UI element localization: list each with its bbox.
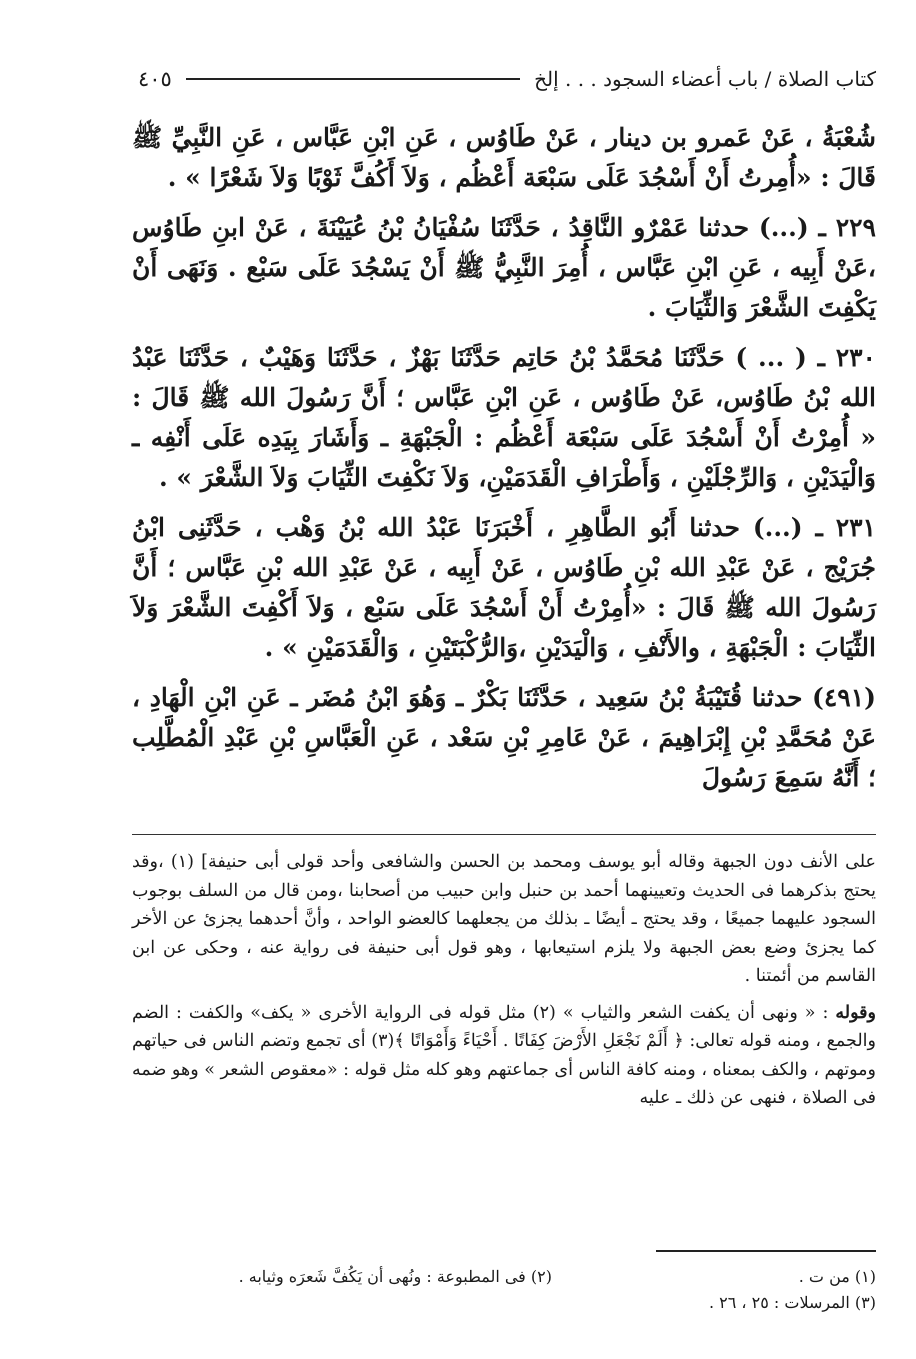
page-number: ٤٠٥ xyxy=(138,67,172,91)
commentary-paragraph: على الأنف دون الجبهة وقاله أبو يوسف ومحمد بن الحسن والشافعى وأحد قولى أبى حنيفة] (١) ،وقد يحتج بذكرهما فى الحديث وتعيينهما أحمد بن حنبل وابن حبيب من أصحابنا ،ومن قال من السلف بوجوب السجود عليهما جميعًا ، وقد يحتج ـ أيضًا ـ بذلك من يجعلهما كالعضو الواحد ، وأنَّ أحدهما يجزئ عن الأخر كما يجزئ وضع بعض الجبهة ولا يلزم استيعابها ، وهو قول أبى حنيفة فى رواية عنه ، وحكى عن ابن القاسم من أئمتنا . xyxy=(132,852,876,986)
footnote-1: (١) من ت . xyxy=(798,1267,876,1286)
footnote-2: (٢) فى المطبوعة : ونُهى أن يَكُفَّ شَعرَه وثيابه . xyxy=(238,1267,552,1286)
footnote-3: (٣) المرسلات : ٢٥ ، ٢٦ . xyxy=(708,1293,876,1312)
hadith-paragraph: ٢٣١ ـ (...) حدثنا أَبُو الطَّاهِرِ ، أَخْبَرَنَا عَبْدُ الله بْنُ وَهْب ، حَدَّثَنِى ابْنُ جُرَيْج ، عَنْ عَبْدِ الله بْنِ طَاوُس ، عَنْ أَبِيه ، عَنْ عَبْدِ الله بْنِ عَبَّاس ؛ أَنَّ رَسُولَ الله ﷺ قَالَ : «أُمِرْتُ أَنْ أَسْجُدَ عَلَى سَبْع ، وَلاَ أَكْفِتَ الشَّعْرَ وَلاَ الثِّيَابَ : الْجَبْهَةِ ، والأَنْفِ ، وَالْيَدَيْنِ ،وَالرُّكْبَتَيْنِ ، وَالْقَدَمَيْنِ » . xyxy=(132,513,876,662)
commentary-paragraph xyxy=(132,999,876,1113)
hadith-paragraph: ٢٢٩ ـ (...) حدثنا عَمْرٌو النَّاقِدُ ، حَدَّثَنَا سُفْيَانُ بْنُ عُيَيْنَةَ ، عَنْ ابنِ طَاوُس ،عَنْ أَبِيه ، عَنِ ابْنِ عَبَّاس ، أُمِرَ النَّبِيُّ ﷺ أَنْ يَسْجُدَ عَلَى سَبْع . وَنَهَى أَنْ يَكْفِتَ الشَّعْرَ وَالثِّيَابَ . xyxy=(132,213,876,322)
header-rule xyxy=(186,78,520,80)
hadith-paragraph: (٤٩١) حدثنا قُتَيْبَةُ بْنُ سَعِيد ، حَدَّثَنَا بَكْرٌ ـ وَهُوَ ابْنُ مُضَر ـ عَنِ ابْنِ الْهَادِ ، عَنْ مُحَمَّدِ بْنِ إِبْرَاهِيمَ ، عَنْ عَامِرِ بْنِ سَعْد ، عَنِ الْعَبَّاسِ بْنِ عَبْدِ الْمُطَّلِب ؛ أَنَّهُ سَمِعَ رَسُولَ xyxy=(132,683,876,792)
hadith-paragraph: ٢٣٠ ـ ( ... ) حَدَّثَنَا مُحَمَّدُ بْنُ حَاتِم حَدَّثَنَا بَهْزٌ ، حَدَّثَنَا وَهَيْبٌ ، حَدَّثَنَا عَبْدُ الله بْنُ طَاوُس، عَنْ طَاوُس ، عَنِ ابْنِ عَبَّاس ؛ أَنَّ رَسُولَ الله ﷺ قَالَ : « أُمِرْتُ أَنْ أَسْجُدَ عَلَى سَبْعَة أَعْظُم : الْجَبْهَةِ ـ وَأَشَارَ بِيَدِه عَلَى أَنْفِه ـ وَالْيَدَيْنِ ، وَالرِّجْلَيْنِ ، وَأَطْرَافِ الْقَدَمَيْنِ، وَلاَ نَكْفِتَ الثِّيَابَ وَلاَ الشَّعْرَ » . xyxy=(132,343,876,492)
commentary-text: : « ونهى أن يكفت الشعر والثياب » (٢) مثل قوله فى الرواية الأخرى « يكف» والكفت : الضم والجمع ، ومنه قوله تعالى: ﴿ أَلَمْ نَجْعَلِ الأَرْضَ كِفَاتًا . أَحْيَاءً وَأَمْوَاتًا ﴾(٣) أى تجمع وتضم الناس فى حياتهم وموتهم ، والكف بمعناه ، ومنه كافة الناس أى جماعتهم وهو كله مثل قوله : «معقوص الشعر » وهو ضمه فى الصلاة ، فنهى عن ذلك ـ عليه xyxy=(132,1002,876,1108)
running-header xyxy=(138,62,876,96)
header-title: كتاب الصلاة / باب أعضاء السجود . . . إلخ xyxy=(534,67,876,91)
footnotes xyxy=(132,1264,876,1316)
commentary xyxy=(132,848,876,1121)
footnote-divider xyxy=(656,1250,876,1252)
main-divider xyxy=(132,834,876,835)
hadith-text xyxy=(132,118,876,808)
hadith-paragraph: شُعْبَةُ ، عَنْ عَمرو بن دينار ، عَنْ طَاوُس ، عَنِ ابْنِ عَبَّاس ، عَنِ النَّبِيِّ ﷺ قَالَ : «أُمِرتُ أَنْ أَسْجُدَ عَلَى سَبْعَة أَعْظُم ، وَلاَ أَكُفَّ ثَوْبًا وَلاَ شَعْرًا » . xyxy=(132,123,876,192)
footnote-row xyxy=(132,1264,876,1290)
commentary-lead-word: وقوله xyxy=(835,1002,876,1023)
